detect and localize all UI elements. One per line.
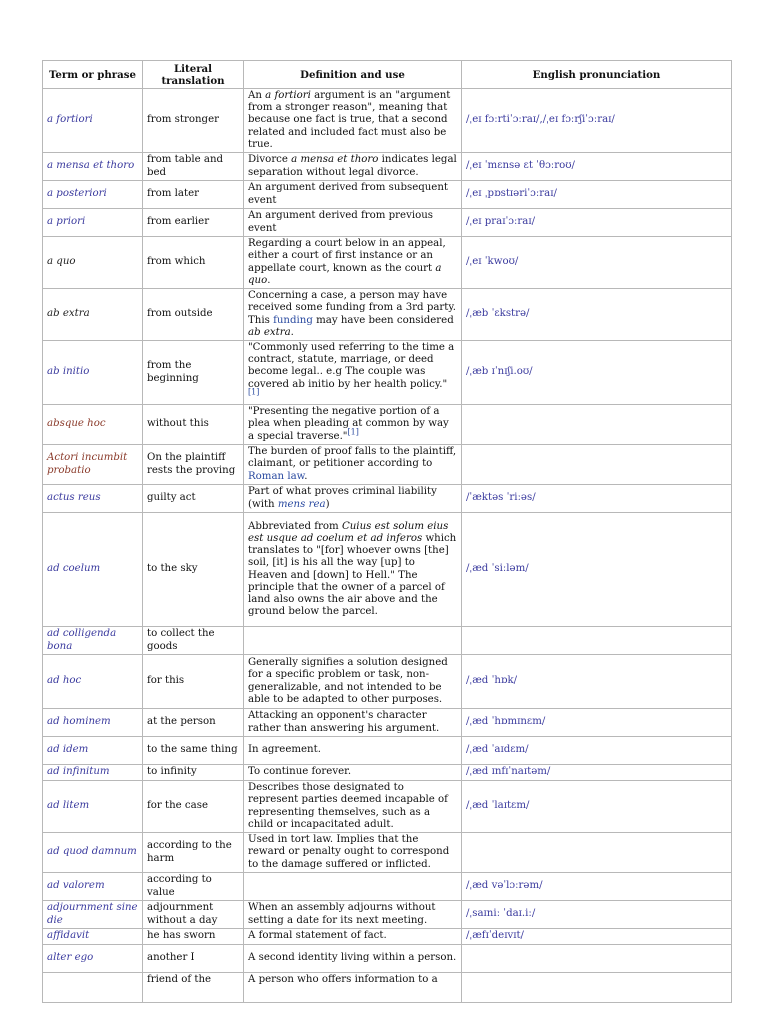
literal-cell: from stronger — [143, 89, 244, 153]
literal-cell: from which — [143, 237, 244, 289]
mens-rea-link[interactable]: mens rea — [277, 498, 326, 510]
literal-cell: On the plaintiff rests the proving — [143, 445, 244, 485]
literal-cell: another I — [143, 945, 244, 973]
table-row — [43, 655, 732, 709]
definition-cell: "Presenting the negative portion of a plea when pleading at common by way a special traverse."[1] — [244, 405, 462, 445]
term-label: ab extra — [43, 289, 143, 341]
table-row — [43, 485, 732, 513]
term-link[interactable]: affidavit — [43, 929, 143, 945]
pronunciation-cell — [462, 833, 732, 873]
definition-cell: A formal statement of fact. — [244, 929, 462, 945]
literal-cell: adjournment without a day — [143, 901, 244, 929]
literal-cell: to the sky — [143, 513, 244, 627]
table-row — [43, 237, 732, 289]
literal-cell: according to value — [143, 873, 244, 901]
definition-cell: An a fortiori argument is an "argument from a stronger reason", meaning that because one fact is true, that a second related and included fact must also be true. — [244, 89, 462, 153]
table-row — [43, 833, 732, 873]
definition-cell: To continue forever. — [244, 765, 462, 781]
literal-cell: from the beginning — [143, 341, 244, 405]
table-row — [43, 181, 732, 209]
definition-cell: Abbreviated from Cuius est solum eius est usque ad coelum et ad inferos which translates to "[for] whoever owns [the] soil, [it] is his all the way [up] to Heaven and [down] to Hell." The principle that the owner of a parcel of land also owns the air above and the ground below the parcel. — [244, 513, 462, 627]
pronunciation-cell: /ˌæd ˈaɪdɛm/ — [462, 737, 732, 765]
literal-cell: at the person — [143, 709, 244, 737]
term-link[interactable]: actus reus — [43, 485, 143, 513]
term-link[interactable]: ad hoc — [43, 655, 143, 709]
literal-cell: for this — [143, 655, 244, 709]
definition-cell: Used in tort law. Implies that the reward or penalty ought to correspond to the damage suffered or inflicted. — [244, 833, 462, 873]
pronunciation-cell — [462, 405, 732, 445]
pronunciation-cell: /ˌeɪ fɔːrtiˈɔːraɪ/,/ˌeɪ fɔːrʃiˈɔːraɪ/ — [462, 89, 732, 153]
term-link[interactable]: absque hoc — [43, 405, 143, 445]
definition-cell: Attacking an opponent's character rather than answering his argument. — [244, 709, 462, 737]
header-pronunciation: English pronunciation — [462, 61, 732, 89]
pronunciation-cell: /ˌæd ˈhɒmɪnɛm/ — [462, 709, 732, 737]
literal-cell: he has sworn — [143, 929, 244, 945]
literal-cell: to collect the goods — [143, 627, 244, 655]
pronunciation-cell: /ˈæktəs ˈriːəs/ — [462, 485, 732, 513]
definition-cell: The burden of proof falls to the plaintiff, claimant, or petitioner according to Roman law. — [244, 445, 462, 485]
table-row — [43, 209, 732, 237]
literal-cell: from outside — [143, 289, 244, 341]
term-link[interactable] — [43, 973, 143, 1003]
table-row — [43, 781, 732, 833]
table-header-row — [43, 61, 732, 89]
header-term: Term or phrase — [43, 61, 143, 89]
definition-cell: Part of what proves criminal liability (with mens rea) — [244, 485, 462, 513]
definition-cell: An argument derived from previous event — [244, 209, 462, 237]
term-link[interactable]: ad colligenda bona — [43, 627, 143, 655]
table-row — [43, 405, 732, 445]
term-link[interactable]: ad valorem — [43, 873, 143, 901]
table-row — [43, 945, 732, 973]
term-link[interactable]: ad hominem — [43, 709, 143, 737]
table-row — [43, 513, 732, 627]
pronunciation-cell: /ˌeɪ ˈkwoʊ/ — [462, 237, 732, 289]
table-row — [43, 929, 732, 945]
literal-cell: without this — [143, 405, 244, 445]
definition-cell: A person who offers information to a — [244, 973, 462, 1003]
term-label: a quo — [43, 237, 143, 289]
term-link[interactable]: a fortiori — [43, 89, 143, 153]
term-link[interactable]: a priori — [43, 209, 143, 237]
pronunciation-cell: /ˌæb ˈɛkstrə/ — [462, 289, 732, 341]
table-row — [43, 765, 732, 781]
table-row — [43, 289, 732, 341]
definition-cell: A second identity living within a person. — [244, 945, 462, 973]
funding-link[interactable]: funding — [273, 314, 313, 326]
term-link[interactable]: alter ego — [43, 945, 143, 973]
term-link[interactable]: ad litem — [43, 781, 143, 833]
pronunciation-cell: /ˌeɪ ˌpɒstɪəriˈɔːraɪ/ — [462, 181, 732, 209]
term-link[interactable]: ab initio — [43, 341, 143, 405]
term-link[interactable]: adjournment sine die — [43, 901, 143, 929]
header-definition: Definition and use — [244, 61, 462, 89]
term-link[interactable]: a mensa et thoro — [43, 153, 143, 181]
literal-cell: according to the harm — [143, 833, 244, 873]
definition-cell: An argument derived from subsequent event — [244, 181, 462, 209]
definition-cell: Regarding a court below in an appeal, either a court of first instance or an appellate court, known as the court a quo. — [244, 237, 462, 289]
literal-cell: for the case — [143, 781, 244, 833]
pronunciation-cell: /ˌæfɪˈdeɪvɪt/ — [462, 929, 732, 945]
header-literal: Literal translation — [143, 61, 244, 89]
table-row — [43, 341, 732, 405]
pronunciation-cell: /ˌeɪ ˈmɛnsə ɛt ˈθɔːroʊ/ — [462, 153, 732, 181]
pronunciation-cell: /ˌæd ˈlaɪtɛm/ — [462, 781, 732, 833]
pronunciation-cell: /ˌæd vəˈlɔːrəm/ — [462, 873, 732, 901]
roman-law-link[interactable]: Roman law — [248, 470, 305, 482]
pronunciation-cell — [462, 445, 732, 485]
term-link[interactable]: a posteriori — [43, 181, 143, 209]
definition-cell: In agreement. — [244, 737, 462, 765]
table-row — [43, 901, 732, 929]
table-row — [43, 873, 732, 901]
term-link[interactable]: ad idem — [43, 737, 143, 765]
definition-cell — [244, 873, 462, 901]
term-link[interactable]: ad quod damnum — [43, 833, 143, 873]
term-link[interactable]: Actori incumbit probatio — [43, 445, 143, 485]
definition-cell — [244, 627, 462, 655]
pronunciation-cell — [462, 973, 732, 1003]
table-row — [43, 973, 732, 1003]
term-link[interactable]: ad coelum — [43, 513, 143, 627]
literal-cell: to the same thing — [143, 737, 244, 765]
literal-cell: from table and bed — [143, 153, 244, 181]
pronunciation-cell: /ˌæd ˈsiːləm/ — [462, 513, 732, 627]
table-row — [43, 445, 732, 485]
latin-legal-terms-table — [42, 60, 732, 1003]
literal-cell: from later — [143, 181, 244, 209]
pronunciation-cell: /ˌæb ɪˈnɪʃi.oʊ/ — [462, 341, 732, 405]
literal-cell: friend of the — [143, 973, 244, 1003]
definition-cell: When an assembly adjourns without setting a date for its next meeting. — [244, 901, 462, 929]
citation-link[interactable]: [1] — [347, 427, 359, 437]
pronunciation-cell: /ˌæd ɪnfɪˈnaɪtəm/ — [462, 765, 732, 781]
literal-cell: guilty act — [143, 485, 244, 513]
term-link[interactable]: ad infinitum — [43, 765, 143, 781]
pronunciation-cell: /ˌæd ˈhɒk/ — [462, 655, 732, 709]
table-row — [43, 153, 732, 181]
table-row — [43, 709, 732, 737]
pronunciation-cell: /ˌsaɪniː ˈdaɪ.iː/ — [462, 901, 732, 929]
pronunciation-cell — [462, 945, 732, 973]
definition-cell: Concerning a case, a person may have received some funding from a 3rd party. This funding may have been considered ab extra. — [244, 289, 462, 341]
literal-cell: from earlier — [143, 209, 244, 237]
definition-cell: Generally signifies a solution designed for a specific problem or task, non-generalizable, and not intended to be able to be adapted to other purposes. — [244, 655, 462, 709]
pronunciation-cell: /ˌeɪ praɪˈɔːraɪ/ — [462, 209, 732, 237]
definition-cell: Divorce a mensa et thoro indicates legal separation without legal divorce. — [244, 153, 462, 181]
pronunciation-cell — [462, 627, 732, 655]
table-row — [43, 89, 732, 153]
definition-cell: "Commonly used referring to the time a contract, statute, marriage, or deed become legal.. e.g The couple was covered ab initio by her health policy."[1] — [244, 341, 462, 405]
table-row — [43, 627, 732, 655]
citation-link[interactable]: [1] — [248, 387, 260, 397]
table-row — [43, 737, 732, 765]
literal-cell: to infinity — [143, 765, 244, 781]
definition-cell: Describes those designated to represent parties deemed incapable of representing themselves, such as a child or incapacitated adult. — [244, 781, 462, 833]
